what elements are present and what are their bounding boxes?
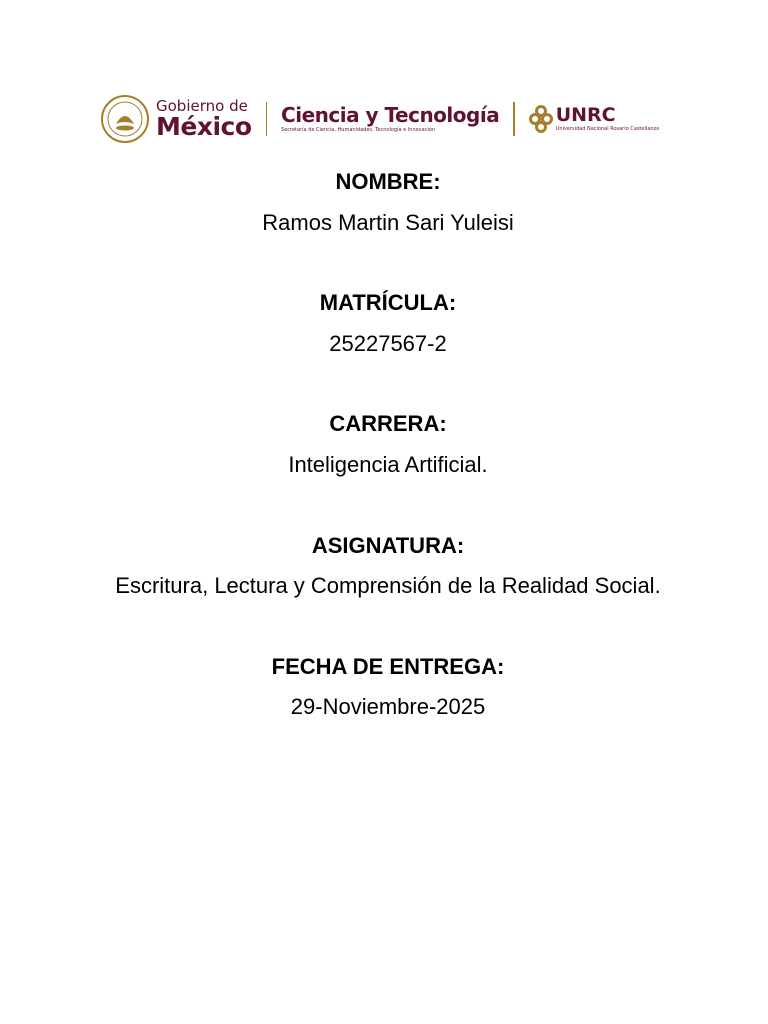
ciencia-tecnologia-logo [281, 105, 499, 133]
field-value: 29-Noviembre-2025 [290, 694, 486, 720]
unrc-title: UNRC [555, 104, 616, 126]
mexico-text: México [156, 112, 252, 141]
field-nombre [100, 168, 676, 237]
field-value: Ramos Martin Sari Yuleisi [262, 209, 514, 235]
field-value: 25227567-2 [329, 330, 447, 356]
gobierno-small-text: Gobierno de [156, 97, 248, 115]
unrc-wordmark [556, 106, 659, 132]
field-label: ASIGNATURA: [311, 532, 465, 558]
field-fecha-entrega [100, 653, 676, 722]
cover-content [100, 168, 676, 774]
ciencia-tecnologia-title: Ciencia y Tecnología [281, 103, 500, 127]
gobierno-wordmark [156, 99, 252, 139]
unrc-knot-icon [529, 105, 553, 133]
coat-of-arms-icon [100, 94, 150, 144]
logo-divider [266, 102, 268, 136]
logo-divider [513, 102, 515, 136]
header-logos [100, 94, 680, 144]
field-matricula [100, 289, 676, 358]
field-label: MATRÍCULA: [319, 290, 457, 316]
field-value: Escritura, Lectura y Comprensión de la Realidad Social. [115, 573, 661, 599]
ciencia-tecnologia-subtitle: Secretaría de Ciencia, Humanidades, Tecnología e Innovación [281, 127, 436, 133]
field-label: FECHA DE ENTREGA: [271, 653, 505, 679]
field-asignatura [100, 532, 676, 601]
gobierno-logo [100, 94, 252, 144]
field-carrera [100, 410, 676, 479]
field-value: Inteligencia Artificial. [288, 451, 488, 477]
unrc-logo [529, 105, 659, 133]
field-label: CARRERA: [329, 411, 447, 437]
field-label: NOMBRE: [335, 169, 441, 194]
unrc-subtitle: Universidad Nacional Rosario Castellanos [555, 126, 660, 132]
